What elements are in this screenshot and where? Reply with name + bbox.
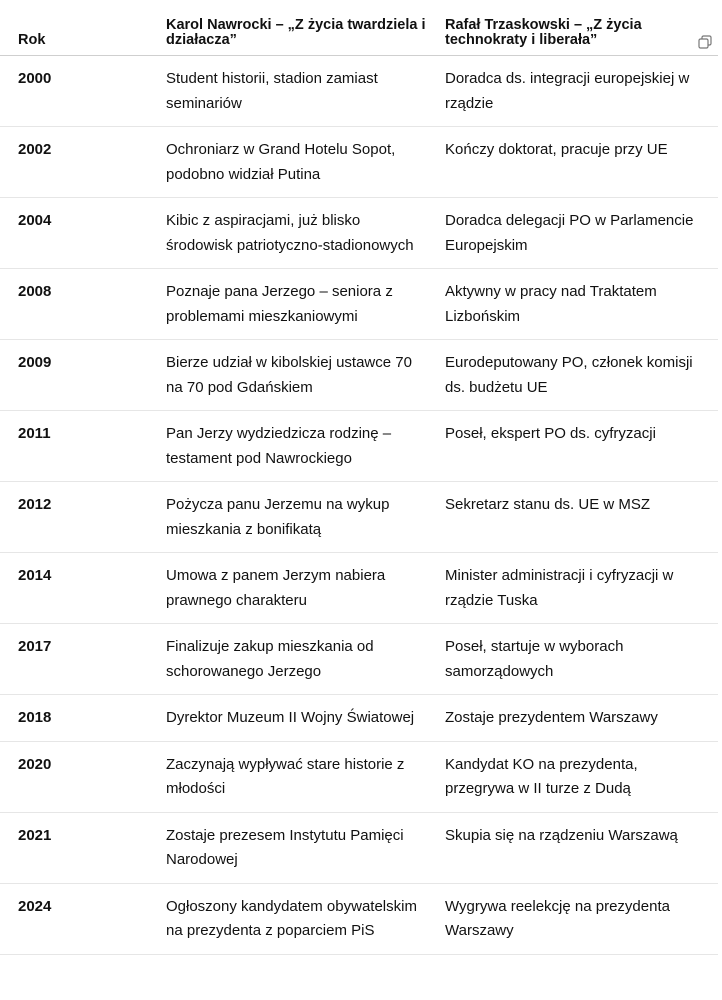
header-trzaskowski-label: Rafał Trzaskowski – „Z życia technokraty i liberała” <box>445 17 642 48</box>
year-cell: 2021 <box>0 812 166 883</box>
trzaskowski-cell: Wygrywa reelekcję na prezydenta Warszawy <box>445 883 718 954</box>
year-cell: 2008 <box>0 269 166 340</box>
trzaskowski-cell: Sekretarz stanu ds. UE w MSZ <box>445 482 718 553</box>
table-row <box>0 695 718 742</box>
table-row <box>0 883 718 954</box>
nawrocki-cell: Kibic z aspiracjami, już blisko środowisk patriotyczno-stadionowych <box>166 198 445 269</box>
table-row <box>0 553 718 624</box>
trzaskowski-cell: Zostaje prezydentem Warszawy <box>445 695 718 742</box>
trzaskowski-cell: Kończy doktorat, pracuje przy UE <box>445 127 718 198</box>
trzaskowski-cell: Kandydat KO na prezydenta, przegrywa w II turze z Dudą <box>445 741 718 812</box>
table-header <box>0 0 718 56</box>
year-cell: 2018 <box>0 695 166 742</box>
table-row <box>0 127 718 198</box>
nawrocki-cell: Umowa z panem Jerzym nabiera prawnego charakteru <box>166 553 445 624</box>
table-row <box>0 198 718 269</box>
year-cell: 2009 <box>0 340 166 411</box>
nawrocki-cell: Zaczynają wypływać stare historie z młodości <box>166 741 445 812</box>
year-cell: 2000 <box>0 56 166 127</box>
trzaskowski-cell: Doradca ds. integracji europejskiej w rządzie <box>445 56 718 127</box>
year-cell: 2004 <box>0 198 166 269</box>
table-row <box>0 812 718 883</box>
trzaskowski-cell: Skupia się na rządzeniu Warszawą <box>445 812 718 883</box>
table-row <box>0 741 718 812</box>
nawrocki-cell: Ochroniarz w Grand Hotelu Sopot, podobno widział Putina <box>166 127 445 198</box>
nawrocki-cell: Finalizuje zakup mieszkania od schorowanego Jerzego <box>166 624 445 695</box>
table-row <box>0 56 718 127</box>
trzaskowski-cell: Aktywny w pracy nad Traktatem Lizbońskim <box>445 269 718 340</box>
table-row <box>0 624 718 695</box>
header-nawrocki-label: Karol Nawrocki – „Z życia twardziela i działacza” <box>166 17 426 48</box>
trzaskowski-cell: Poseł, ekspert PO ds. cyfryzacji <box>445 411 718 482</box>
nawrocki-cell: Poznaje pana Jerzego – seniora z problemami mieszkaniowymi <box>166 269 445 340</box>
header-year-label: Rok <box>18 32 46 48</box>
nawrocki-cell: Pan Jerzy wydziedzicza rodzinę – testament pod Nawrockiego <box>166 411 445 482</box>
year-cell: 2002 <box>0 127 166 198</box>
header-nawrocki <box>166 0 445 56</box>
year-cell: 2017 <box>0 624 166 695</box>
header-year <box>0 0 166 56</box>
table-row <box>0 482 718 553</box>
nawrocki-cell: Zostaje prezesem Instytutu Pamięci Narodowej <box>166 812 445 883</box>
header-row <box>0 0 718 56</box>
trzaskowski-cell: Poseł, startuje w wyborach samorządowych <box>445 624 718 695</box>
nawrocki-cell: Dyrektor Muzeum II Wojny Światowej <box>166 695 445 742</box>
header-trzaskowski <box>445 0 718 56</box>
trzaskowski-cell: Minister administracji i cyfryzacji w rządzie Tuska <box>445 553 718 624</box>
trzaskowski-cell: Doradca delegacji PO w Parlamencie Europejskim <box>445 198 718 269</box>
table-row <box>0 269 718 340</box>
trzaskowski-cell: Eurodeputowany PO, członek komisji ds. budżetu UE <box>445 340 718 411</box>
table-row <box>0 340 718 411</box>
year-cell: 2020 <box>0 741 166 812</box>
copy-icon[interactable] <box>698 35 712 49</box>
nawrocki-cell: Pożycza panu Jerzemu na wykup mieszkania z bonifikatą <box>166 482 445 553</box>
nawrocki-cell: Student historii, stadion zamiast seminariów <box>166 56 445 127</box>
nawrocki-cell: Bierze udział w kibolskiej ustawce 70 na 70 pod Gdańskiem <box>166 340 445 411</box>
year-cell: 2014 <box>0 553 166 624</box>
year-cell: 2024 <box>0 883 166 954</box>
table-row <box>0 411 718 482</box>
table-body <box>0 56 718 955</box>
nawrocki-cell: Ogłoszony kandydatem obywatelskim na prezydenta z poparciem PiS <box>166 883 445 954</box>
year-cell: 2011 <box>0 411 166 482</box>
year-cell: 2012 <box>0 482 166 553</box>
